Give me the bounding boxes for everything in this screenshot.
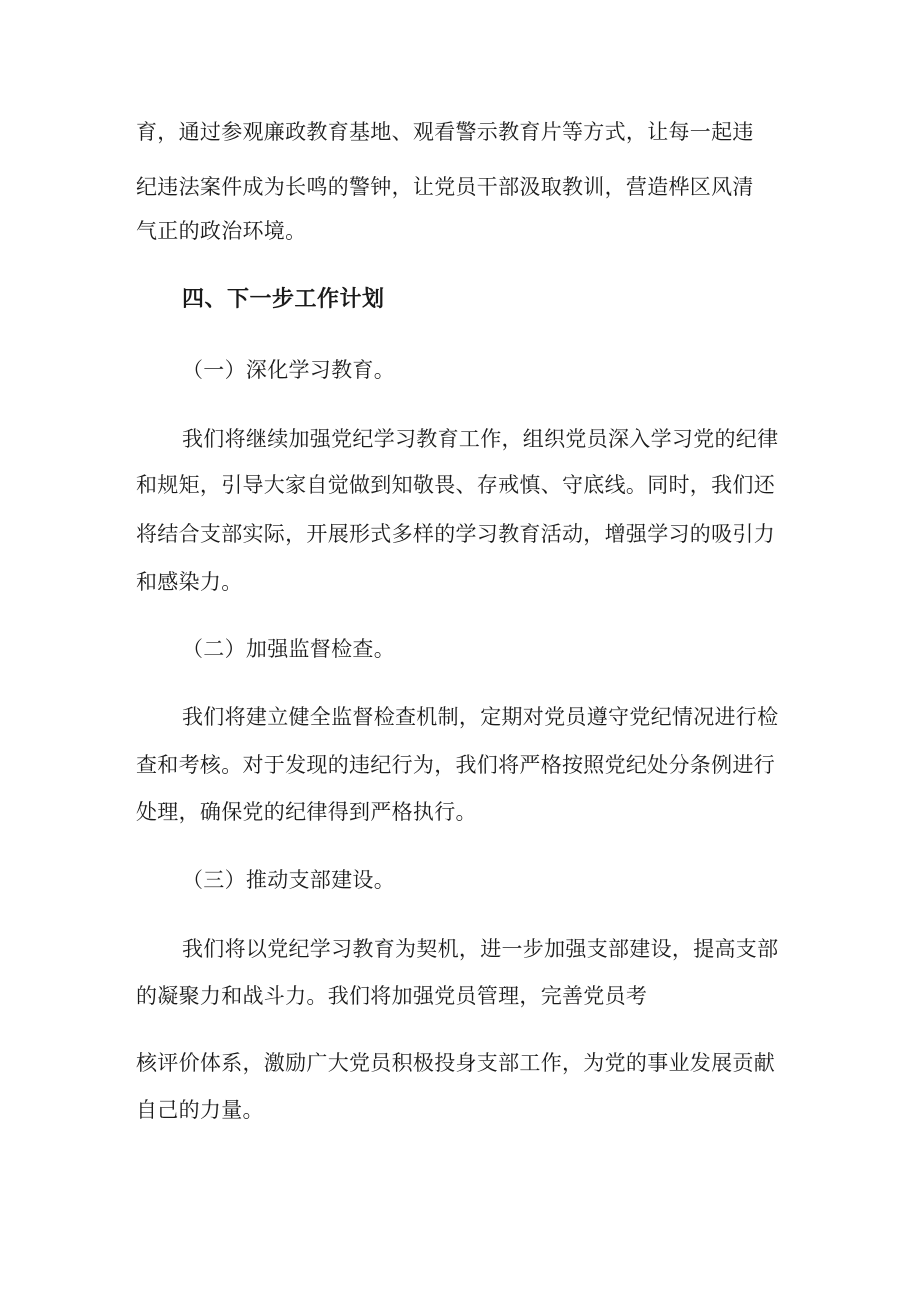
subsection-title: （三）推动支部建设。 (182, 868, 395, 892)
paragraph-line: 我们将以党纪学习教育为契机，进一步加强支部建设，提高支部 (182, 937, 779, 961)
paragraph-line: 纪违法案件成为长鸣的警钟，让党员干部汲取教训，营造桦区风清 (136, 175, 754, 199)
paragraph-line: 自己的力量。 (136, 1098, 264, 1122)
section-heading: 四、下一步工作计划 (182, 287, 385, 312)
subsection-title: （二）加强监督检查。 (182, 637, 395, 661)
paragraph-line: 我们将建立健全监督检查机制，定期对党员遵守党纪情况进行检 (182, 705, 779, 729)
paragraph-line: 和规矩，引导大家自觉做到知敬畏、存戒慎、守底线。同时，我们还 (136, 473, 775, 497)
paragraph-line: 核评价体系，激励广大党员积极投身支部工作，为党的事业发展贡献 (136, 1051, 775, 1075)
paragraph-line: 我们将继续加强党纪学习教育工作，组织党员深入学习党的纪律 (182, 427, 779, 451)
subsection-title: （一）深化学习教育。 (182, 358, 395, 382)
paragraph-line: 育，通过参观廉政教育基地、观看警示教育片等方式，让每一起违 (136, 120, 754, 144)
paragraph-line: 处理，确保党的纪律得到严格执行。 (136, 800, 477, 824)
paragraph-line: 将结合支部实际，开展形式多样的学习教育活动，增强学习的吸引力 (136, 522, 775, 546)
paragraph-line: 查和考核。对于发现的违纪行为，我们将严格按照党纪处分条例进行 (136, 753, 775, 777)
paragraph-line: 和感染力。 (136, 570, 243, 594)
paragraph-line: 气正的政治环境。 (136, 219, 307, 243)
paragraph-line: 的凝聚力和战斗力。我们将加强党员管理，完善党员考 (136, 984, 648, 1008)
